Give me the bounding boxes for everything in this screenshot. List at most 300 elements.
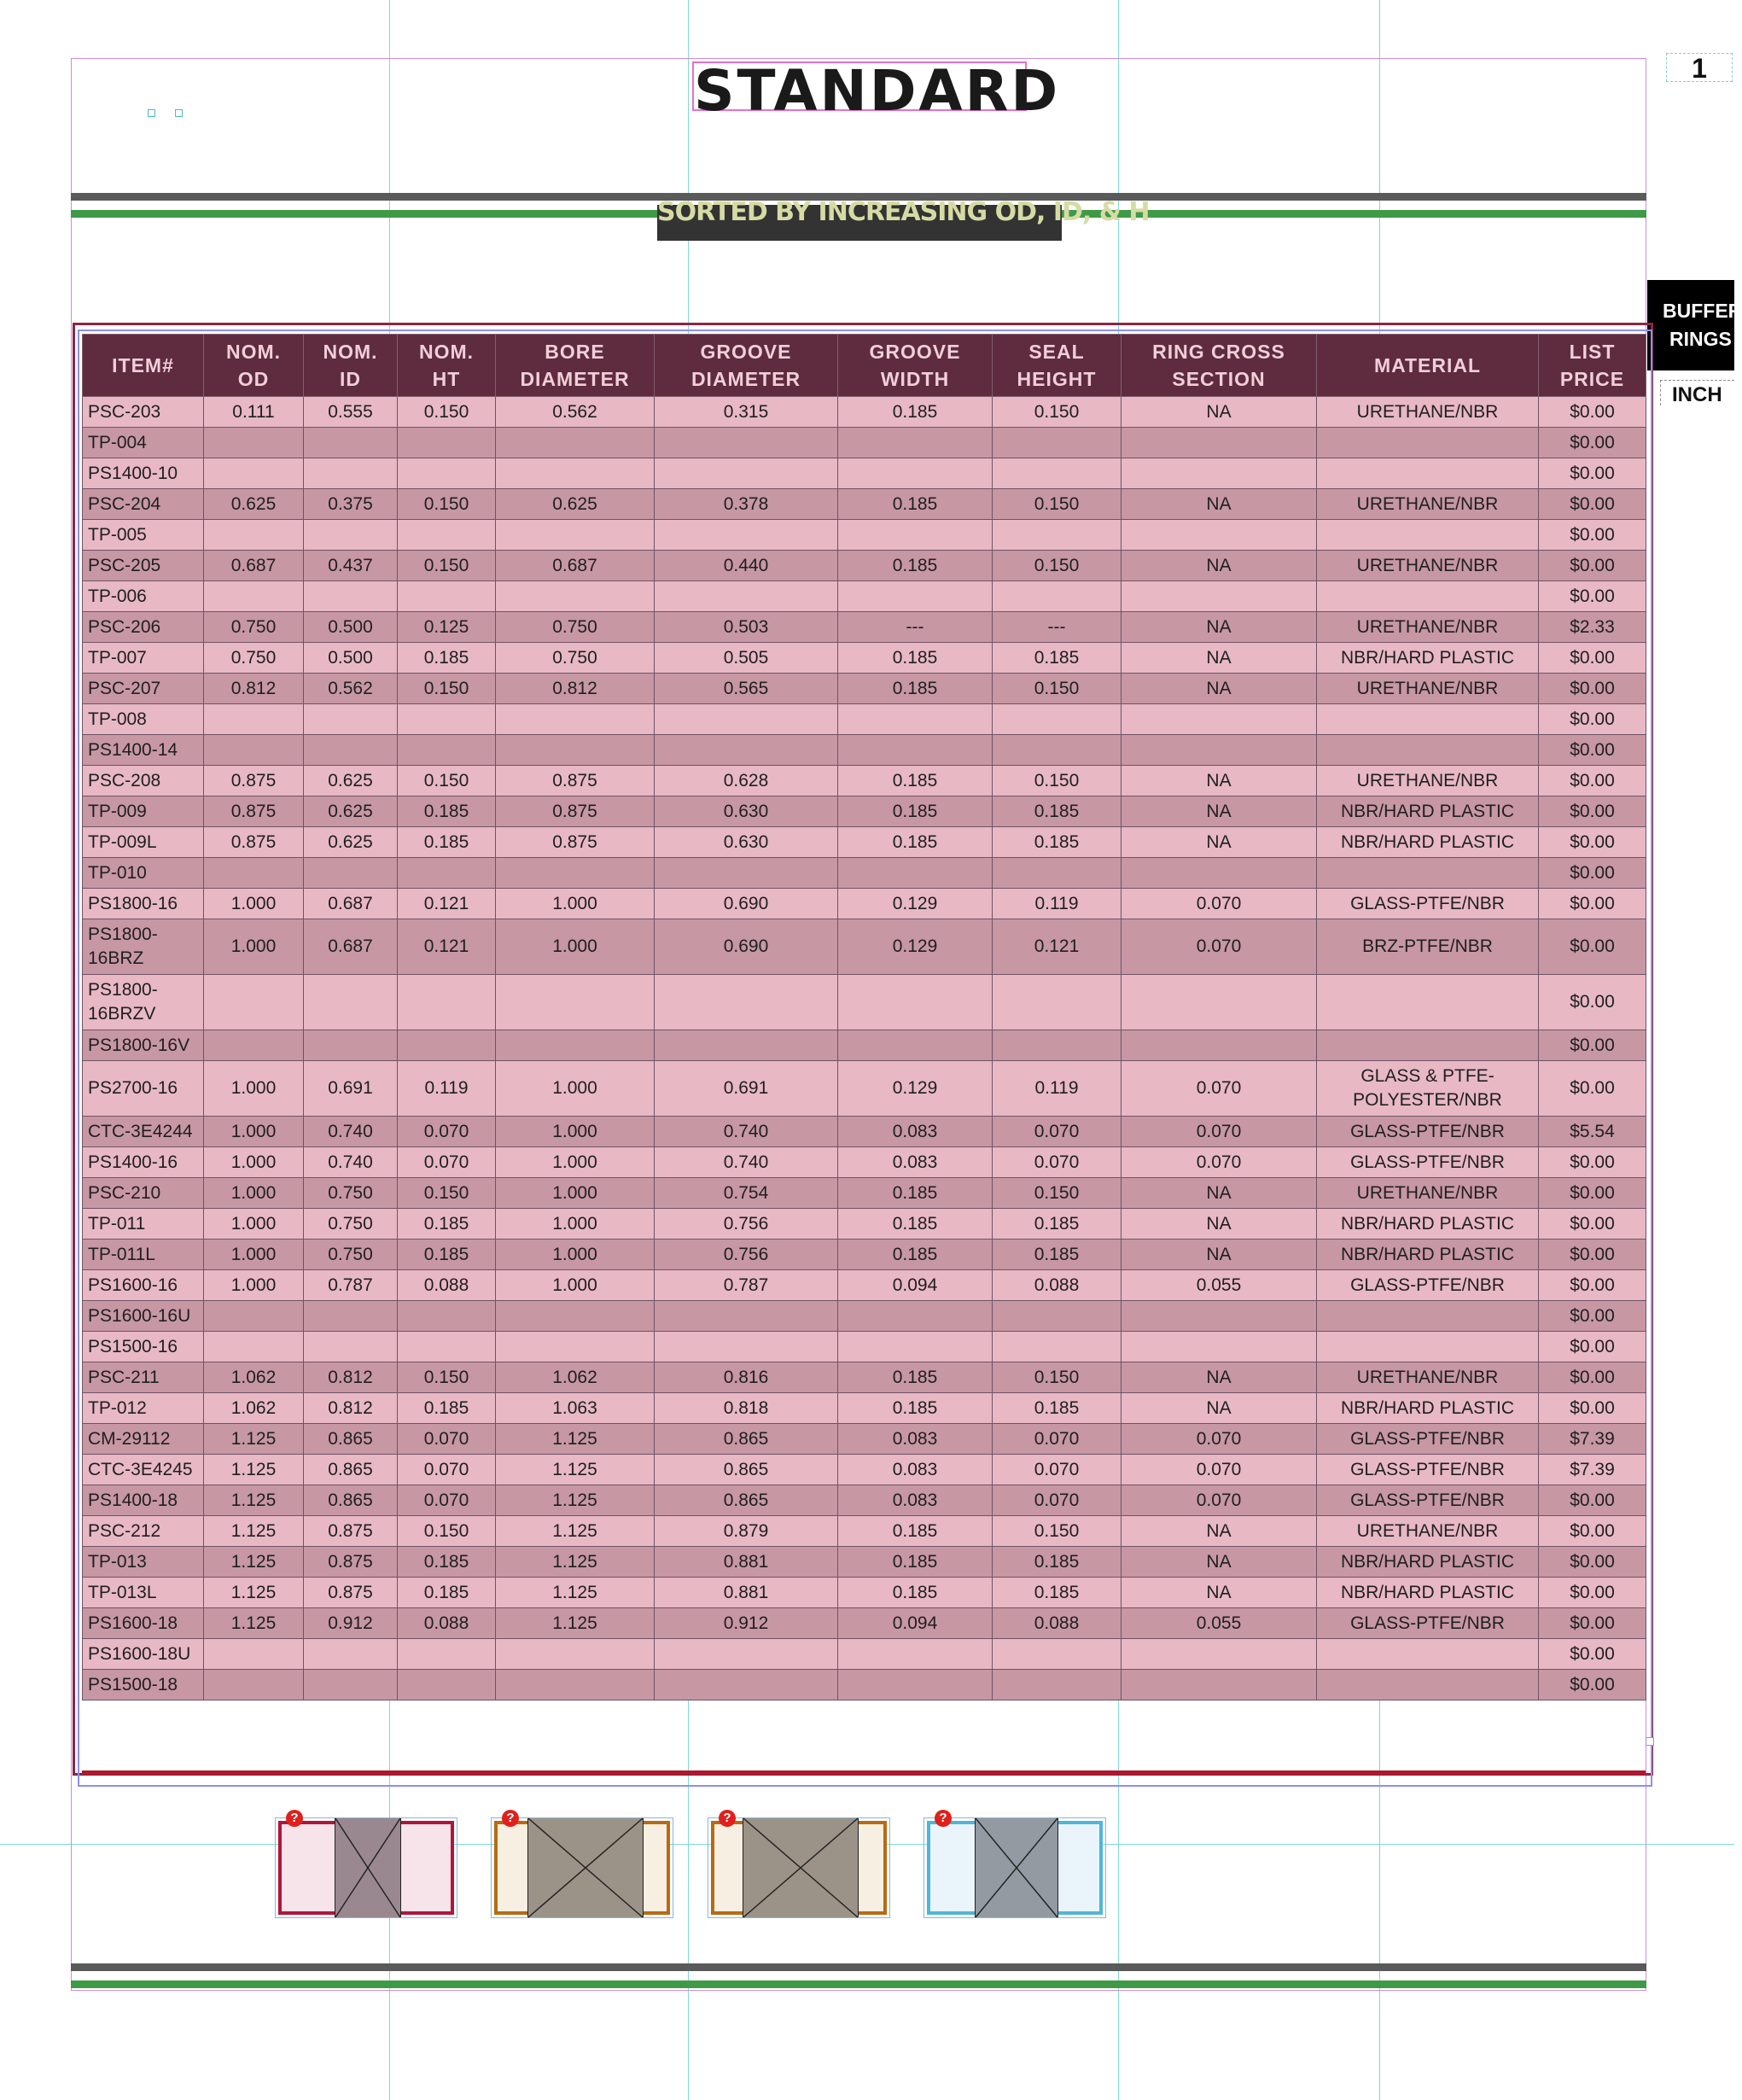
table-cell[interactable]: $0.00 — [1539, 889, 1646, 919]
table-row[interactable] — [83, 397, 1646, 428]
table-cell[interactable]: $0.00 — [1539, 1301, 1646, 1332]
table-cell[interactable]: $0.00 — [1539, 458, 1646, 489]
table-cell[interactable]: 0.818 — [655, 1393, 838, 1424]
table-cell[interactable]: 0.875 — [496, 827, 655, 858]
table-cell[interactable]: $0.00 — [1539, 1670, 1646, 1700]
table-cell[interactable] — [1317, 858, 1539, 889]
image-placeholder[interactable] — [491, 1811, 673, 1918]
table-cell[interactable]: 0.812 — [204, 674, 304, 704]
table-cell[interactable] — [1317, 735, 1539, 766]
table-cell[interactable]: 0.070 — [1122, 919, 1317, 975]
table-cell[interactable]: 0.070 — [993, 1147, 1122, 1178]
image-placeholder[interactable] — [923, 1811, 1106, 1918]
table-cell[interactable] — [1122, 1670, 1317, 1700]
table-cell[interactable] — [993, 735, 1122, 766]
table-row[interactable] — [83, 1485, 1646, 1516]
table-cell[interactable]: 0.754 — [655, 1178, 838, 1209]
table-row[interactable] — [83, 520, 1646, 551]
table-cell[interactable] — [1122, 428, 1317, 458]
table-cell[interactable] — [993, 975, 1122, 1030]
table-cell[interactable]: $0.00 — [1539, 1393, 1646, 1424]
table-cell[interactable] — [655, 581, 838, 612]
table-cell[interactable]: 0.070 — [1122, 1455, 1317, 1485]
table-cell[interactable] — [204, 458, 304, 489]
table-cell[interactable]: 0.865 — [304, 1485, 398, 1516]
table-cell[interactable]: NA — [1122, 1178, 1317, 1209]
table-cell[interactable]: $7.39 — [1539, 1455, 1646, 1485]
table-cell[interactable] — [1122, 1639, 1317, 1670]
table-cell[interactable] — [1317, 581, 1539, 612]
table-cell[interactable]: 0.070 — [993, 1117, 1122, 1147]
table-cell[interactable] — [1317, 520, 1539, 551]
table-cell[interactable]: 0.121 — [398, 889, 496, 919]
table-cell[interactable]: 0.129 — [838, 919, 993, 975]
item-number-cell[interactable]: TP-012 — [83, 1393, 204, 1424]
item-number-cell[interactable]: TP-006 — [83, 581, 204, 612]
table-row[interactable] — [83, 735, 1646, 766]
sort-banner[interactable] — [657, 197, 1150, 241]
table-cell[interactable]: 0.150 — [993, 397, 1122, 428]
table-cell[interactable] — [496, 581, 655, 612]
table-cell[interactable]: 1.000 — [496, 919, 655, 975]
table-cell[interactable]: 1.000 — [204, 889, 304, 919]
item-number-cell[interactable]: TP-010 — [83, 858, 204, 889]
table-cell[interactable] — [993, 428, 1122, 458]
table-cell[interactable]: 0.875 — [204, 827, 304, 858]
item-number-cell[interactable]: CTC-3E4245 — [83, 1455, 204, 1485]
table-cell[interactable]: 0.083 — [838, 1424, 993, 1455]
table-cell[interactable] — [398, 1670, 496, 1700]
table-cell[interactable] — [838, 1332, 993, 1362]
table-cell[interactable]: 0.070 — [993, 1485, 1122, 1516]
table-cell[interactable]: 1.000 — [496, 1061, 655, 1117]
table-cell[interactable]: GLASS-PTFE/NBR — [1317, 1608, 1539, 1639]
table-cell[interactable]: 0.185 — [993, 827, 1122, 858]
table-row[interactable] — [83, 1608, 1646, 1639]
table-cell[interactable] — [204, 704, 304, 735]
table-cell[interactable]: 0.185 — [398, 643, 496, 674]
table-cell[interactable]: NA — [1122, 551, 1317, 581]
item-number-cell[interactable]: PSC-210 — [83, 1178, 204, 1209]
table-cell[interactable]: 0.185 — [993, 643, 1122, 674]
table-cell[interactable]: NA — [1122, 1209, 1317, 1240]
table-cell[interactable]: 0.628 — [655, 766, 838, 796]
table-cell[interactable] — [304, 975, 398, 1030]
table-cell[interactable]: 1.125 — [204, 1516, 304, 1547]
table-cell[interactable] — [496, 1301, 655, 1332]
table-cell[interactable]: $0.00 — [1539, 1209, 1646, 1240]
table-cell[interactable]: 1.125 — [204, 1424, 304, 1455]
table-row[interactable] — [83, 827, 1646, 858]
table-cell[interactable]: 0.083 — [838, 1485, 993, 1516]
table-cell[interactable]: GLASS-PTFE/NBR — [1317, 1147, 1539, 1178]
table-cell[interactable] — [655, 1030, 838, 1061]
table-cell[interactable]: 0.150 — [398, 1516, 496, 1547]
table-cell[interactable] — [398, 428, 496, 458]
table-cell[interactable] — [398, 858, 496, 889]
table-row[interactable] — [83, 1639, 1646, 1670]
table-cell[interactable]: 0.881 — [655, 1578, 838, 1608]
table-row[interactable] — [83, 1424, 1646, 1455]
table-cell[interactable]: 1.125 — [496, 1578, 655, 1608]
table-row[interactable] — [83, 1178, 1646, 1209]
table-cell[interactable]: NA — [1122, 643, 1317, 674]
item-number-cell[interactable]: PS1600-16 — [83, 1270, 204, 1301]
table-cell[interactable]: $0.00 — [1539, 643, 1646, 674]
table-cell[interactable]: 0.750 — [204, 612, 304, 643]
table-row[interactable] — [83, 796, 1646, 827]
table-cell[interactable] — [993, 1332, 1122, 1362]
table-cell[interactable]: 1.125 — [204, 1485, 304, 1516]
missing-link-warning-icon[interactable]: ? — [286, 1810, 303, 1827]
table-cell[interactable]: 0.150 — [398, 551, 496, 581]
table-cell[interactable]: NA — [1122, 796, 1317, 827]
table-cell[interactable]: $0.00 — [1539, 735, 1646, 766]
item-number-cell[interactable]: TP-007 — [83, 643, 204, 674]
table-cell[interactable]: 0.185 — [838, 796, 993, 827]
table-cell[interactable] — [655, 858, 838, 889]
table-cell[interactable]: 0.555 — [304, 397, 398, 428]
table-cell[interactable]: 0.630 — [655, 827, 838, 858]
table-cell[interactable]: 0.562 — [496, 397, 655, 428]
table-cell[interactable]: $0.00 — [1539, 1547, 1646, 1578]
table-row[interactable] — [83, 1270, 1646, 1301]
item-number-cell[interactable]: TP-011 — [83, 1209, 204, 1240]
item-number-cell[interactable]: PS1600-18U — [83, 1639, 204, 1670]
table-cell[interactable]: $0.00 — [1539, 520, 1646, 551]
item-number-cell[interactable]: TP-013 — [83, 1547, 204, 1578]
table-cell[interactable] — [204, 581, 304, 612]
table-cell[interactable]: 1.125 — [496, 1608, 655, 1639]
table-cell[interactable] — [993, 704, 1122, 735]
table-cell[interactable]: 0.756 — [655, 1240, 838, 1270]
table-cell[interactable]: GLASS-PTFE/NBR — [1317, 889, 1539, 919]
table-row[interactable] — [83, 1301, 1646, 1332]
table-cell[interactable]: 0.750 — [204, 643, 304, 674]
table-cell[interactable]: 0.083 — [838, 1455, 993, 1485]
table-cell[interactable] — [204, 735, 304, 766]
table-row[interactable] — [83, 975, 1646, 1030]
table-row[interactable] — [83, 1240, 1646, 1270]
item-number-cell[interactable]: PS2700-16 — [83, 1061, 204, 1117]
table-cell[interactable]: 0.185 — [993, 1393, 1122, 1424]
table-cell[interactable] — [1317, 458, 1539, 489]
table-cell[interactable]: NBR/HARD PLASTIC — [1317, 643, 1539, 674]
table-cell[interactable]: 0.129 — [838, 889, 993, 919]
table-cell[interactable]: 0.865 — [304, 1424, 398, 1455]
item-number-cell[interactable]: PSC-205 — [83, 551, 204, 581]
table-cell[interactable]: 0.912 — [655, 1608, 838, 1639]
table-cell[interactable]: 0.094 — [838, 1608, 993, 1639]
item-number-cell[interactable]: CTC-3E4244 — [83, 1117, 204, 1147]
table-cell[interactable]: 1.062 — [496, 1362, 655, 1393]
table-cell[interactable]: NA — [1122, 1362, 1317, 1393]
table-cell[interactable]: 0.088 — [993, 1270, 1122, 1301]
table-cell[interactable]: 1.000 — [204, 1240, 304, 1270]
table-cell[interactable]: BRZ-PTFE/NBR — [1317, 919, 1539, 975]
table-cell[interactable] — [1122, 581, 1317, 612]
table-cell[interactable] — [838, 1301, 993, 1332]
table-cell[interactable]: 1.125 — [204, 1455, 304, 1485]
table-cell[interactable] — [838, 735, 993, 766]
table-cell[interactable]: 0.625 — [304, 766, 398, 796]
table-cell[interactable]: $0.00 — [1539, 1332, 1646, 1362]
table-cell[interactable]: $0.00 — [1539, 919, 1646, 975]
table-cell[interactable] — [204, 858, 304, 889]
table-cell[interactable]: NA — [1122, 1547, 1317, 1578]
item-number-cell[interactable]: PSC-211 — [83, 1362, 204, 1393]
table-cell[interactable]: 0.083 — [838, 1147, 993, 1178]
table-cell[interactable]: 0.185 — [838, 1578, 993, 1608]
table-cell[interactable] — [304, 858, 398, 889]
table-row[interactable] — [83, 1362, 1646, 1393]
spec-table[interactable] — [82, 334, 1646, 1700]
table-cell[interactable] — [993, 1030, 1122, 1061]
table-cell[interactable]: 1.000 — [496, 1117, 655, 1147]
table-cell[interactable]: NBR/HARD PLASTIC — [1317, 1578, 1539, 1608]
table-cell[interactable] — [304, 735, 398, 766]
table-cell[interactable]: 0.691 — [304, 1061, 398, 1117]
table-cell[interactable]: 1.000 — [204, 1178, 304, 1209]
table-cell[interactable]: NBR/HARD PLASTIC — [1317, 1393, 1539, 1424]
table-cell[interactable]: URETHANE/NBR — [1317, 397, 1539, 428]
table-cell[interactable]: 0.088 — [398, 1270, 496, 1301]
table-cell[interactable]: 0.150 — [398, 489, 496, 520]
table-cell[interactable]: $0.00 — [1539, 827, 1646, 858]
table-cell[interactable]: 1.125 — [496, 1485, 655, 1516]
table-cell[interactable]: GLASS-PTFE/NBR — [1317, 1270, 1539, 1301]
table-cell[interactable]: 1.000 — [204, 1117, 304, 1147]
table-cell[interactable]: 1.000 — [204, 919, 304, 975]
table-cell[interactable]: 0.150 — [993, 1516, 1122, 1547]
table-cell[interactable]: 0.865 — [304, 1455, 398, 1485]
table-cell[interactable]: 0.500 — [304, 643, 398, 674]
table-cell[interactable] — [838, 858, 993, 889]
table-cell[interactable] — [1122, 1030, 1317, 1061]
table-cell[interactable] — [838, 520, 993, 551]
table-cell[interactable]: 0.088 — [398, 1608, 496, 1639]
item-number-cell[interactable]: PSC-207 — [83, 674, 204, 704]
table-cell[interactable] — [1317, 704, 1539, 735]
table-cell[interactable]: 0.070 — [398, 1147, 496, 1178]
table-cell[interactable]: 0.185 — [838, 551, 993, 581]
table-cell[interactable]: 0.875 — [496, 796, 655, 827]
table-cell[interactable] — [838, 704, 993, 735]
table-cell[interactable]: 0.625 — [304, 827, 398, 858]
table-cell[interactable]: 0.756 — [655, 1209, 838, 1240]
table-row[interactable] — [83, 674, 1646, 704]
table-cell[interactable]: 1.125 — [204, 1547, 304, 1578]
table-cell[interactable] — [1122, 858, 1317, 889]
table-row[interactable] — [83, 1393, 1646, 1424]
table-cell[interactable] — [1122, 520, 1317, 551]
table-cell[interactable]: 0.378 — [655, 489, 838, 520]
item-number-cell[interactable]: TP-011L — [83, 1240, 204, 1270]
table-cell[interactable] — [1317, 428, 1539, 458]
table-row[interactable] — [83, 1670, 1646, 1700]
table-row[interactable] — [83, 1332, 1646, 1362]
table-cell[interactable] — [1122, 735, 1317, 766]
table-cell[interactable] — [655, 1670, 838, 1700]
table-cell[interactable]: 0.121 — [398, 919, 496, 975]
table-cell[interactable] — [1122, 1332, 1317, 1362]
table-cell[interactable]: 0.185 — [398, 1209, 496, 1240]
table-cell[interactable]: 0.070 — [1122, 889, 1317, 919]
table-cell[interactable]: 0.150 — [993, 489, 1122, 520]
table-cell[interactable]: 0.812 — [304, 1393, 398, 1424]
table-cell[interactable]: 0.150 — [398, 674, 496, 704]
table-cell[interactable]: 0.740 — [655, 1117, 838, 1147]
table-cell[interactable]: 0.150 — [993, 674, 1122, 704]
table-cell[interactable] — [204, 1030, 304, 1061]
table-cell[interactable] — [204, 428, 304, 458]
table-cell[interactable] — [496, 975, 655, 1030]
table-cell[interactable]: 0.150 — [993, 551, 1122, 581]
item-number-cell[interactable]: PSC-203 — [83, 397, 204, 428]
missing-link-warning-icon[interactable]: ? — [502, 1810, 519, 1827]
table-cell[interactable]: $0.00 — [1539, 975, 1646, 1030]
item-number-cell[interactable]: PS1800-16BRZ — [83, 919, 204, 975]
table-cell[interactable]: 0.094 — [838, 1270, 993, 1301]
table-cell[interactable]: 0.185 — [993, 1547, 1122, 1578]
table-cell[interactable]: 0.055 — [1122, 1270, 1317, 1301]
table-cell[interactable] — [1122, 975, 1317, 1030]
table-row[interactable] — [83, 919, 1646, 975]
table-cell[interactable] — [1122, 704, 1317, 735]
missing-link-warning-icon[interactable]: ? — [719, 1810, 736, 1827]
table-row[interactable] — [83, 766, 1646, 796]
table-cell[interactable] — [496, 428, 655, 458]
table-cell[interactable] — [304, 1301, 398, 1332]
table-cell[interactable]: 0.875 — [496, 766, 655, 796]
table-cell[interactable]: 1.000 — [496, 1240, 655, 1270]
table-cell[interactable]: 0.750 — [496, 643, 655, 674]
table-cell[interactable]: $0.00 — [1539, 581, 1646, 612]
table-cell[interactable] — [655, 735, 838, 766]
item-number-cell[interactable]: TP-009 — [83, 796, 204, 827]
table-cell[interactable] — [304, 704, 398, 735]
table-cell[interactable]: NA — [1122, 827, 1317, 858]
table-row[interactable] — [83, 889, 1646, 919]
table-cell[interactable]: 0.740 — [655, 1147, 838, 1178]
table-cell[interactable]: $0.00 — [1539, 1485, 1646, 1516]
table-cell[interactable] — [1317, 1332, 1539, 1362]
table-cell[interactable] — [304, 1639, 398, 1670]
table-cell[interactable]: 0.787 — [304, 1270, 398, 1301]
table-cell[interactable]: 1.125 — [496, 1516, 655, 1547]
item-number-cell[interactable]: PS1400-10 — [83, 458, 204, 489]
table-cell[interactable]: 0.070 — [993, 1424, 1122, 1455]
table-cell[interactable]: URETHANE/NBR — [1317, 1178, 1539, 1209]
table-cell[interactable]: 0.129 — [838, 1061, 993, 1117]
table-cell[interactable] — [838, 1639, 993, 1670]
table-cell[interactable]: 0.185 — [993, 1578, 1122, 1608]
table-cell[interactable]: 0.740 — [304, 1147, 398, 1178]
table-cell[interactable]: 1.000 — [204, 1147, 304, 1178]
table-cell[interactable] — [398, 735, 496, 766]
table-cell[interactable]: 0.875 — [204, 766, 304, 796]
table-cell[interactable] — [398, 1030, 496, 1061]
table-cell[interactable]: 0.185 — [838, 397, 993, 428]
table-cell[interactable] — [838, 458, 993, 489]
table-cell[interactable]: 0.185 — [838, 1516, 993, 1547]
table-cell[interactable]: URETHANE/NBR — [1317, 674, 1539, 704]
table-cell[interactable]: 0.440 — [655, 551, 838, 581]
item-number-cell[interactable]: PSC-212 — [83, 1516, 204, 1547]
table-cell[interactable]: 0.119 — [993, 889, 1122, 919]
table-cell[interactable] — [655, 704, 838, 735]
table-cell[interactable]: 0.185 — [838, 1362, 993, 1393]
table-cell[interactable]: 0.690 — [655, 889, 838, 919]
table-cell[interactable]: --- — [993, 612, 1122, 643]
table-cell[interactable]: NA — [1122, 1393, 1317, 1424]
table-cell[interactable]: 0.185 — [838, 1209, 993, 1240]
table-cell[interactable]: 0.875 — [304, 1547, 398, 1578]
table-cell[interactable]: 0.865 — [655, 1424, 838, 1455]
table-cell[interactable]: NA — [1122, 766, 1317, 796]
table-cell[interactable]: 0.185 — [838, 1178, 993, 1209]
table-cell[interactable] — [496, 1670, 655, 1700]
table-cell[interactable]: 0.070 — [1122, 1117, 1317, 1147]
table-cell[interactable]: 0.503 — [655, 612, 838, 643]
table-cell[interactable]: 0.150 — [398, 766, 496, 796]
table-cell[interactable] — [304, 428, 398, 458]
table-cell[interactable]: URETHANE/NBR — [1317, 1362, 1539, 1393]
table-cell[interactable]: URETHANE/NBR — [1317, 489, 1539, 520]
table-cell[interactable]: 0.070 — [398, 1485, 496, 1516]
table-cell[interactable] — [993, 1639, 1122, 1670]
table-cell[interactable] — [398, 1332, 496, 1362]
table-cell[interactable] — [398, 704, 496, 735]
table-cell[interactable]: 0.070 — [1122, 1147, 1317, 1178]
table-row[interactable] — [83, 612, 1646, 643]
table-cell[interactable] — [993, 1670, 1122, 1700]
table-cell[interactable]: 0.690 — [655, 919, 838, 975]
table-cell[interactable]: 0.083 — [838, 1117, 993, 1147]
item-number-cell[interactable]: PSC-204 — [83, 489, 204, 520]
table-cell[interactable]: 1.000 — [496, 1209, 655, 1240]
item-number-cell[interactable]: PS1500-16 — [83, 1332, 204, 1362]
table-cell[interactable]: 1.062 — [204, 1362, 304, 1393]
table-cell[interactable] — [1317, 1301, 1539, 1332]
table-cell[interactable]: 0.070 — [1122, 1061, 1317, 1117]
table-cell[interactable]: --- — [838, 612, 993, 643]
table-cell[interactable]: 1.125 — [204, 1608, 304, 1639]
table-cell[interactable]: NBR/HARD PLASTIC — [1317, 1547, 1539, 1578]
table-cell[interactable]: URETHANE/NBR — [1317, 551, 1539, 581]
table-cell[interactable]: $0.00 — [1539, 1270, 1646, 1301]
table-cell[interactable] — [398, 1639, 496, 1670]
table-row[interactable] — [83, 1030, 1646, 1061]
table-cell[interactable]: $0.00 — [1539, 704, 1646, 735]
table-cell[interactable] — [304, 1030, 398, 1061]
table-cell[interactable]: 0.185 — [398, 1240, 496, 1270]
table-cell[interactable]: $0.00 — [1539, 766, 1646, 796]
table-cell[interactable]: 0.070 — [1122, 1485, 1317, 1516]
table-cell[interactable]: 0.185 — [838, 1547, 993, 1578]
table-cell[interactable]: 1.125 — [496, 1455, 655, 1485]
table-cell[interactable] — [304, 458, 398, 489]
table-cell[interactable]: NBR/HARD PLASTIC — [1317, 1240, 1539, 1270]
table-cell[interactable] — [496, 1639, 655, 1670]
table-cell[interactable] — [204, 1639, 304, 1670]
table-cell[interactable]: 0.185 — [993, 1240, 1122, 1270]
table-cell[interactable] — [204, 975, 304, 1030]
table-cell[interactable]: 0.505 — [655, 643, 838, 674]
table-cell[interactable]: 0.812 — [304, 1362, 398, 1393]
table-cell[interactable]: 0.812 — [496, 674, 655, 704]
table-cell[interactable]: 1.000 — [496, 1178, 655, 1209]
